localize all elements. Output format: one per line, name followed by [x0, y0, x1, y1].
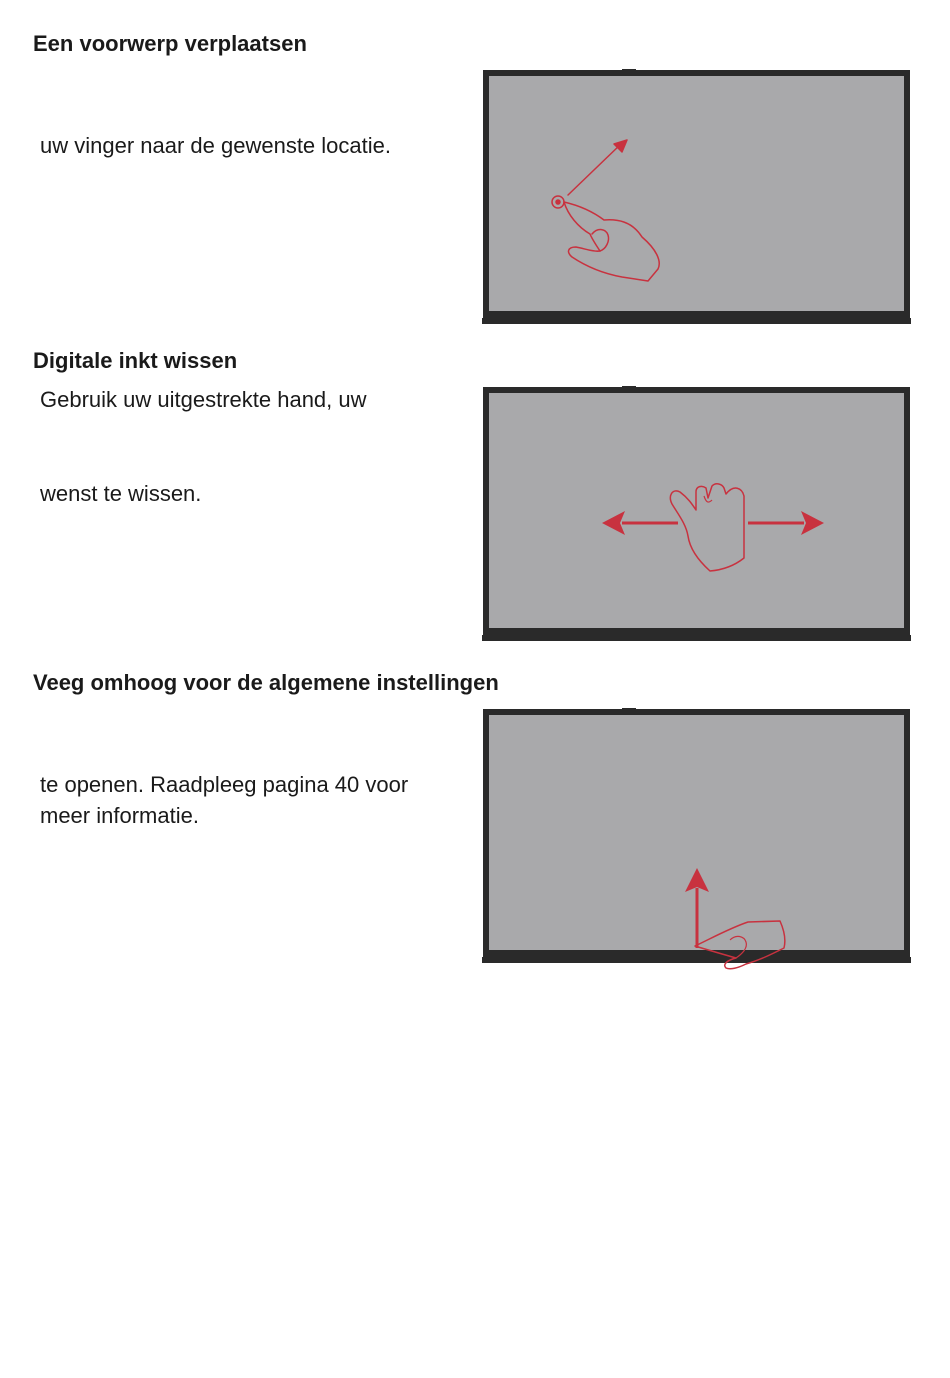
section-text-line: te openen. Raadpleeg pagina 40 voor	[40, 772, 409, 797]
display-illustration	[482, 708, 911, 963]
section-heading-swipe-settings: Veeg omhoog voor de algemene instellingen	[33, 670, 499, 695]
section-heading-move-object: Een voorwerp verplaatsen	[33, 31, 307, 56]
section-heading-erase-ink: Digitale inkt wissen	[33, 348, 238, 373]
section-text-line: uw vinger naar de gewenste locatie.	[40, 133, 391, 158]
section-text-line: wenst te wissen.	[40, 481, 202, 506]
display-illustration	[482, 69, 911, 324]
section-text-line: Gebruik uw uitgestrekte hand, uw	[40, 387, 367, 412]
section-text-line: meer informatie.	[40, 803, 199, 828]
display-illustration	[482, 386, 911, 641]
